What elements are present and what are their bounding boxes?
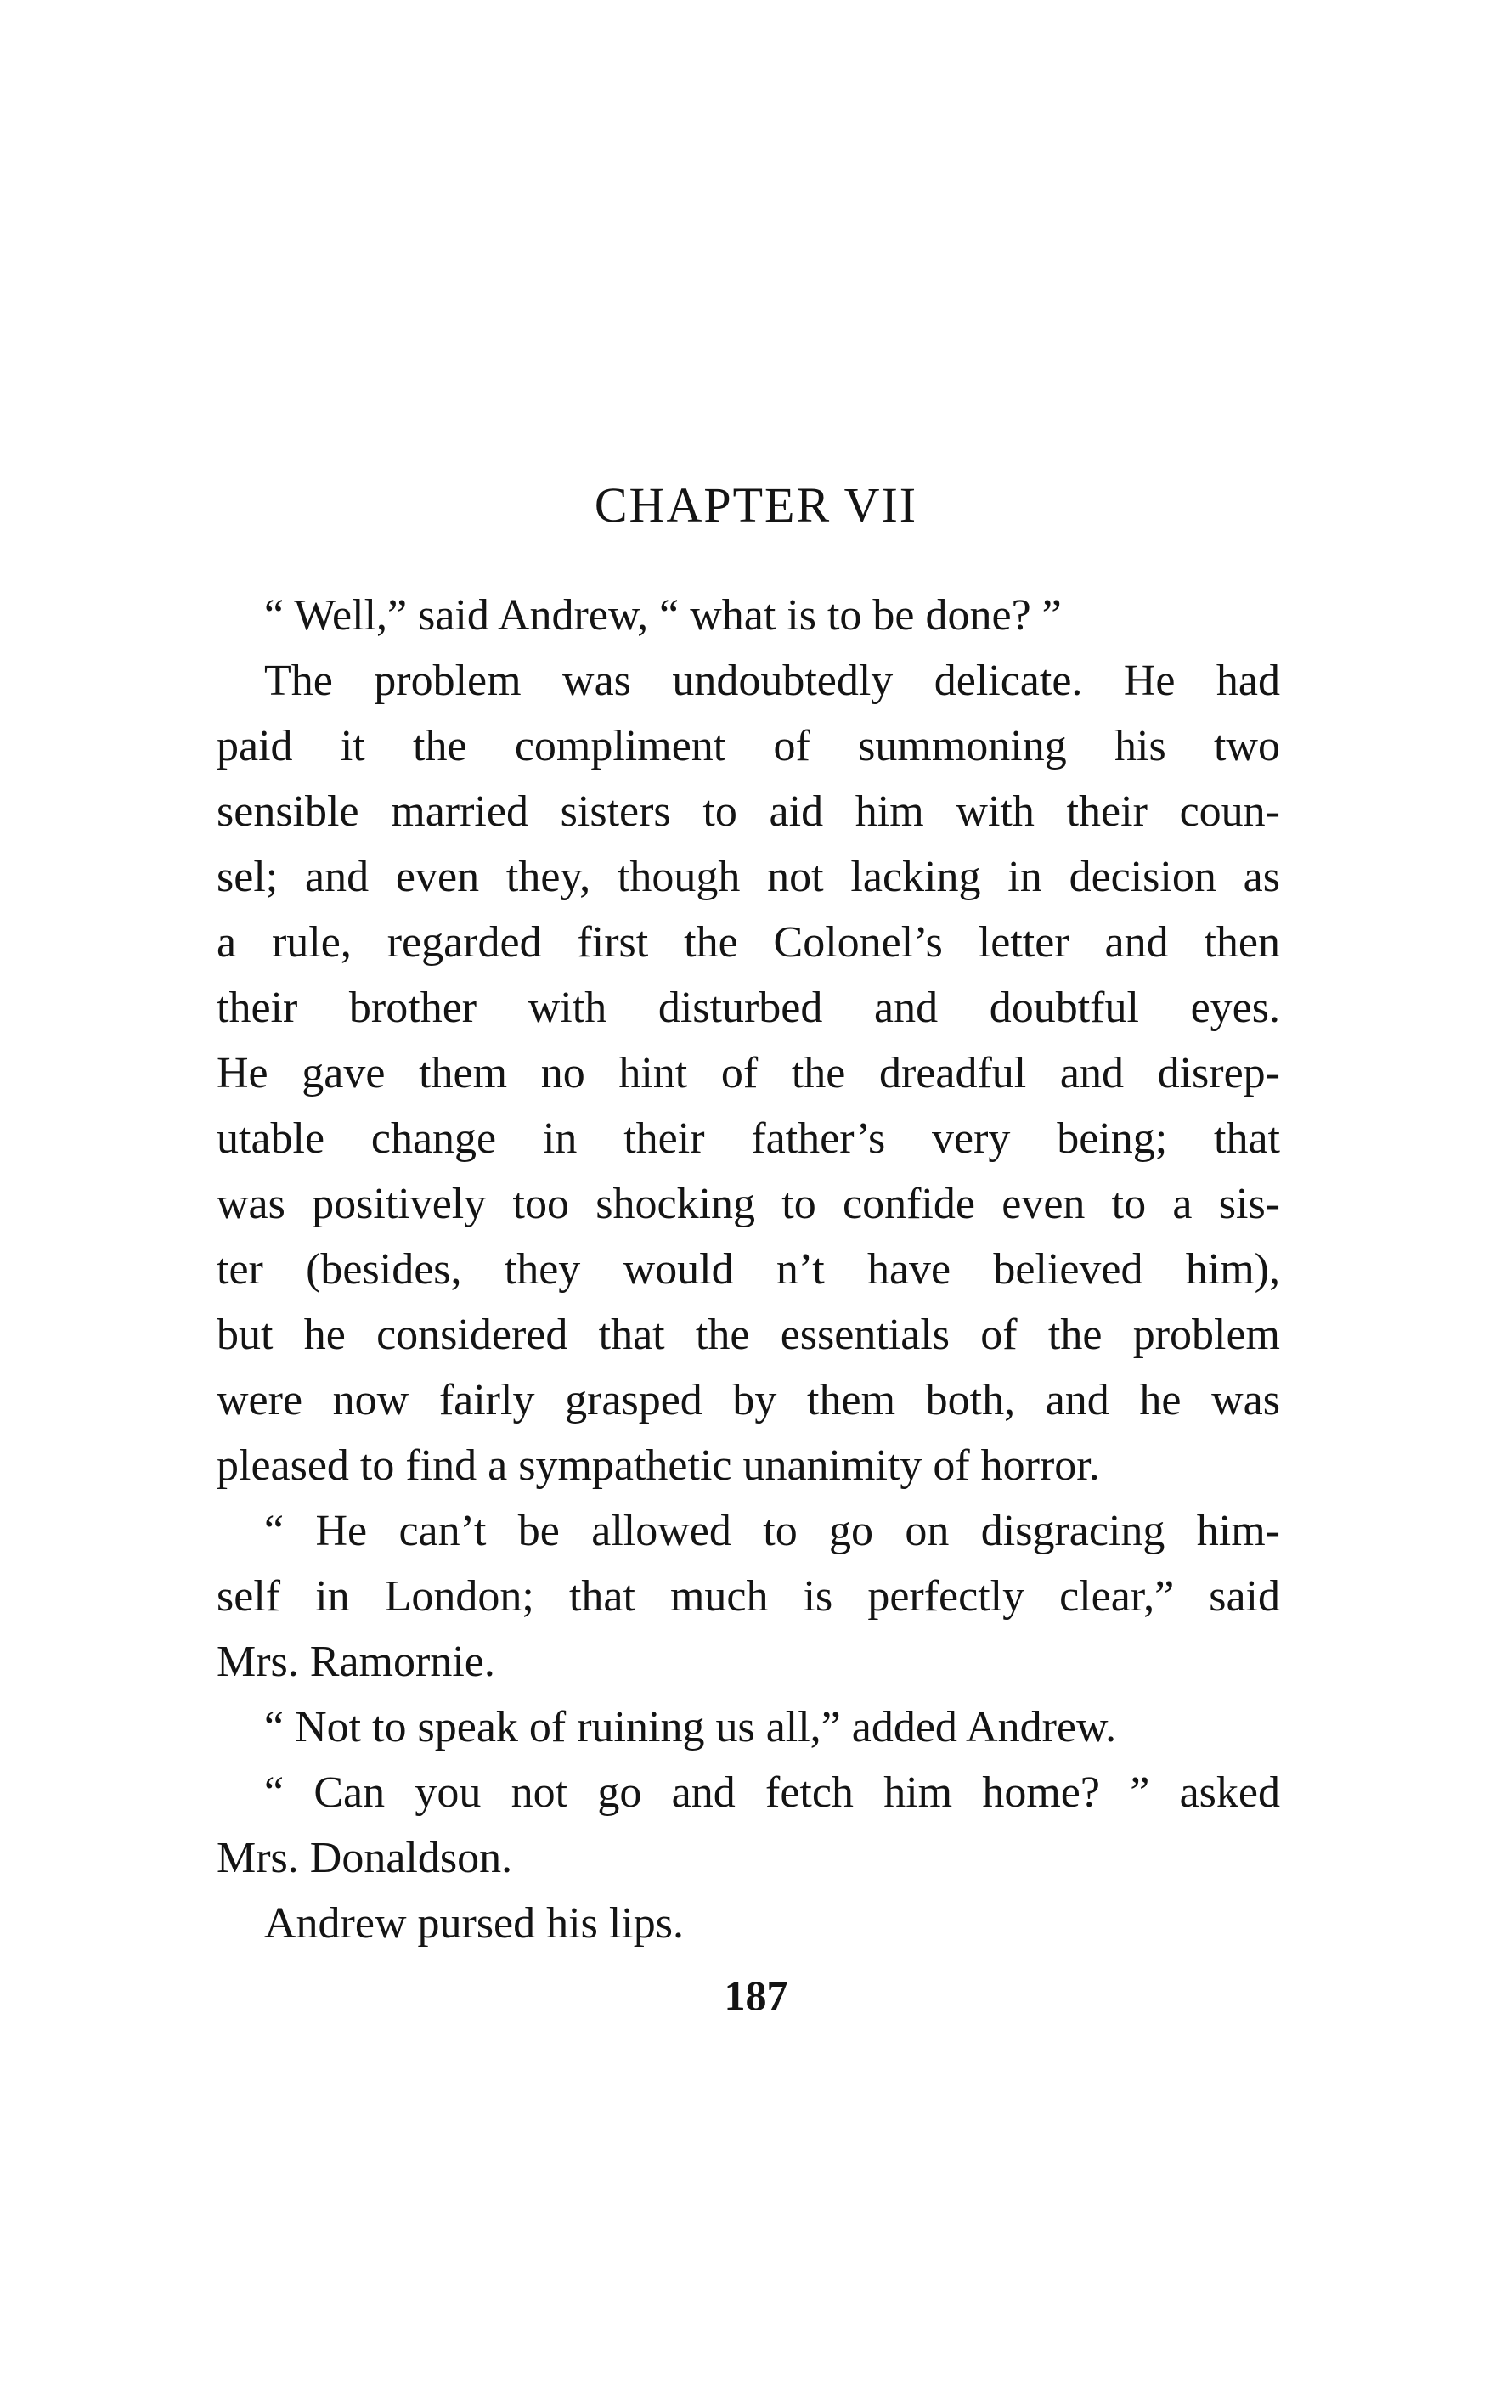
text-line: self in London; that much is perfectly clear,” said: [217, 1572, 1280, 1621]
text-line: sensible married sisters to aid him with their coun-: [217, 787, 1280, 836]
text-line: “ Not to speak of ruining us all,” added Andrew.: [264, 1703, 1117, 1751]
text-line: “ Well,” said Andrew, “ what is to be done? ”: [264, 591, 1062, 640]
text-line: but he considered that the essentials of the problem: [217, 1311, 1280, 1359]
text-line: He gave them no hint of the dreadful and disrep-: [217, 1049, 1280, 1097]
text-line: The problem was undoubtedly delicate. He had: [264, 657, 1280, 705]
text-line: utable change in their father’s very being; that: [217, 1114, 1280, 1163]
text-line: were now fairly grasped by them both, and he was: [217, 1376, 1280, 1424]
text-line: was positively too shocking to confide even to a sis-: [217, 1180, 1280, 1228]
text-line: a rule, regarded first the Colonel’s letter and then: [217, 918, 1280, 967]
text-line: Mrs. Donaldson.: [217, 1834, 513, 1882]
page-number: 187: [724, 1971, 788, 2019]
text-line: “ Can you not go and fetch him home? ” asked: [264, 1768, 1280, 1817]
text-line: pleased to find a sympathetic unanimity of horror.: [217, 1441, 1100, 1490]
text-line: their brother with disturbed and doubtful eyes.: [217, 984, 1280, 1032]
text-line: ter (besides, they would n’t have believed him),: [217, 1245, 1280, 1294]
text-line: Mrs. Ramornie.: [217, 1638, 495, 1686]
text-line: Andrew pursed his lips.: [264, 1899, 684, 1948]
text-line: paid it the compliment of summoning his two: [217, 722, 1280, 770]
text-line: sel; and even they, though not lacking in decision as: [217, 853, 1280, 901]
body-text: [217, 583, 1280, 1956]
chapter-heading: CHAPTER VII: [594, 477, 918, 533]
text-line: “ He can’t be allowed to go on disgracing him-: [264, 1507, 1280, 1555]
